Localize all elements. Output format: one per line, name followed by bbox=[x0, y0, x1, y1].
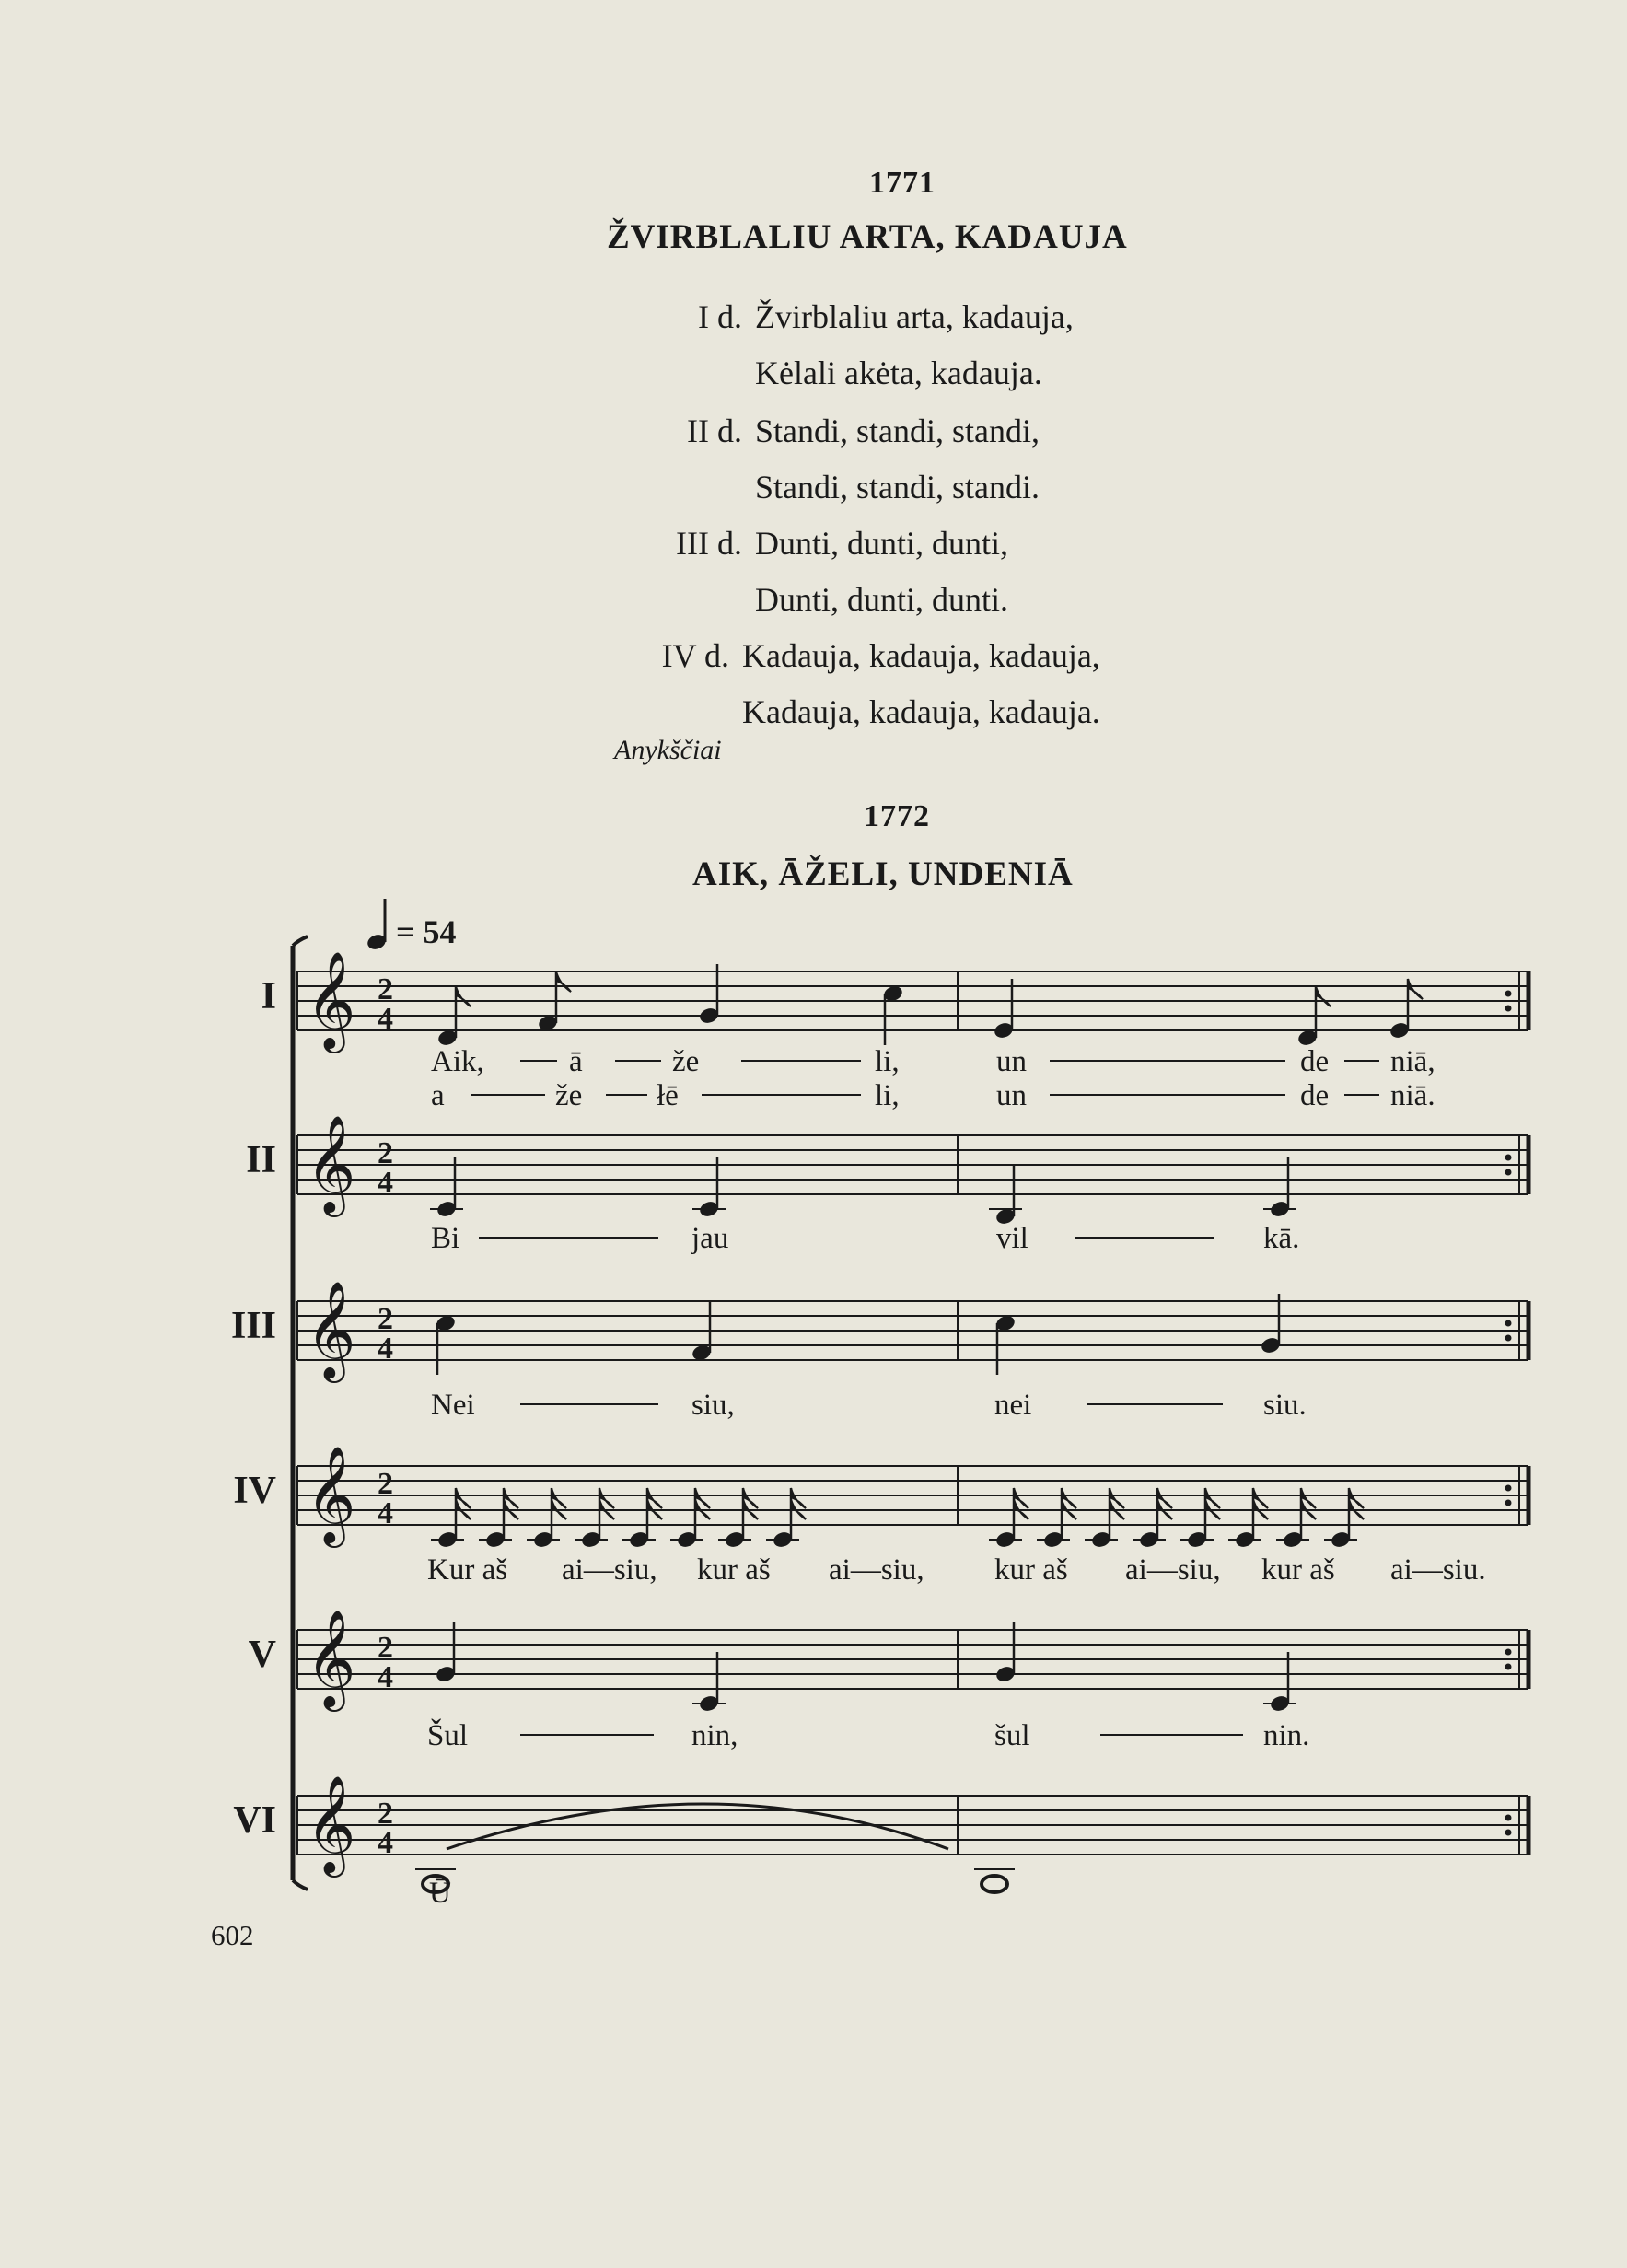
verse-line: Dunti, dunti, dunti. bbox=[755, 581, 1009, 618]
repeat-dot bbox=[1505, 1335, 1512, 1342]
time-signature-top: 2 bbox=[378, 1302, 393, 1336]
time-signature-top: 2 bbox=[378, 1136, 393, 1170]
repeat-dot bbox=[1505, 1006, 1512, 1012]
verse-line: Kėlali akėta, kadauja. bbox=[755, 355, 1042, 391]
repeat-dot bbox=[1505, 1320, 1512, 1327]
note-flag bbox=[556, 971, 571, 992]
repeat-dot bbox=[1505, 1169, 1512, 1176]
voice-label: II bbox=[246, 1139, 276, 1181]
time-signature-top: 2 bbox=[378, 1797, 393, 1831]
lyric-syllable: Šul bbox=[427, 1719, 469, 1752]
note-flag bbox=[456, 986, 471, 1006]
lyric-syllable: łē bbox=[657, 1079, 679, 1112]
verse-line: Kadauja, kadauja, kadauja, bbox=[742, 637, 1100, 674]
lyric-syllable: niā. bbox=[1390, 1079, 1435, 1112]
treble-clef-icon: 𝄞 bbox=[306, 1611, 356, 1705]
lyric-syllable: nin, bbox=[691, 1719, 738, 1752]
song-number: 1772 bbox=[864, 799, 930, 833]
lyric-syllable: kā. bbox=[1263, 1222, 1300, 1255]
lyric-syllable: a bbox=[431, 1079, 445, 1112]
lyric-syllable: Kur aš bbox=[427, 1553, 508, 1587]
repeat-dot bbox=[1505, 991, 1512, 997]
time-signature-bottom: 4 bbox=[378, 1660, 393, 1694]
verse-line: Kadauja, kadauja, kadauja. bbox=[742, 693, 1100, 730]
time-signature-bottom: 4 bbox=[378, 1496, 393, 1530]
staff-voice-3 bbox=[231, 1282, 1528, 1422]
lyric-syllable: Bi bbox=[431, 1222, 460, 1255]
verse-line: Standi, standi, standi. bbox=[755, 469, 1040, 506]
time-signature-top: 2 bbox=[378, 1467, 393, 1501]
time-signature-bottom: 4 bbox=[378, 1166, 393, 1200]
repeat-dot bbox=[1505, 1649, 1512, 1656]
lyric-syllable: Ū bbox=[429, 1877, 451, 1910]
time-signature-bottom: 4 bbox=[378, 1002, 393, 1036]
time-signature-bottom: 4 bbox=[378, 1332, 393, 1366]
time-signature-bottom: 4 bbox=[378, 1826, 393, 1860]
repeat-dot bbox=[1505, 1155, 1512, 1161]
lyric-syllable: jau bbox=[691, 1222, 729, 1255]
voice-label: V bbox=[248, 1634, 276, 1676]
song-number: 1771 bbox=[869, 166, 936, 200]
lyric-syllable: kur aš bbox=[697, 1553, 771, 1587]
lyric-syllable: un bbox=[996, 1079, 1027, 1112]
lyric-syllable: siu, bbox=[691, 1389, 735, 1422]
treble-clef-icon: 𝄞 bbox=[306, 1777, 356, 1871]
staff-voice-4 bbox=[233, 1447, 1528, 1587]
verse-label: IV d. bbox=[661, 637, 729, 674]
verse-label: II d. bbox=[687, 413, 742, 449]
lyric-syllable: vil bbox=[996, 1222, 1028, 1255]
song-title: ŽVIRBLALIU ARTA, KADAUJA bbox=[607, 218, 1128, 256]
lyric-syllable: kur aš bbox=[1261, 1553, 1335, 1587]
repeat-dot bbox=[1505, 1830, 1512, 1836]
lyric-syllable: nei bbox=[994, 1389, 1032, 1422]
verse-label: III d. bbox=[676, 525, 742, 562]
lyric-syllable: že bbox=[672, 1045, 700, 1078]
staff-voice-6 bbox=[233, 1776, 1528, 1910]
lyric-syllable: ai—siu. bbox=[1390, 1553, 1486, 1587]
staff-voice-1 bbox=[261, 952, 1528, 1112]
time-signature-top: 2 bbox=[378, 972, 393, 1006]
lyric-syllable: ai—siu, bbox=[829, 1553, 924, 1587]
note-flag bbox=[1316, 986, 1331, 1006]
lyric-syllable: kur aš bbox=[994, 1553, 1068, 1587]
time-signature-top: 2 bbox=[378, 1631, 393, 1665]
lyric-syllable: un bbox=[996, 1045, 1027, 1078]
repeat-dot bbox=[1505, 1815, 1512, 1821]
lyric-syllable: de bbox=[1300, 1079, 1330, 1112]
lyric-syllable: ai—siu, bbox=[562, 1553, 657, 1587]
repeat-dot bbox=[1505, 1500, 1512, 1506]
lyric-syllable: že bbox=[555, 1079, 583, 1112]
staff-voice-2 bbox=[246, 1116, 1528, 1255]
voice-label: IV bbox=[233, 1470, 276, 1512]
voice-label: VI bbox=[233, 1799, 276, 1842]
voice-label: I bbox=[261, 975, 276, 1018]
lyric-syllable: de bbox=[1300, 1045, 1330, 1078]
page-number: 602 bbox=[211, 1919, 254, 1951]
lyric-syllable: nin. bbox=[1263, 1719, 1310, 1752]
place-of-origin: Anykščiai bbox=[614, 735, 722, 765]
lyric-syllable: ai—siu, bbox=[1125, 1553, 1221, 1587]
treble-clef-icon: 𝄞 bbox=[306, 953, 356, 1047]
song-title: AIK, ĀŽELI, UNDENIĀ bbox=[692, 855, 1074, 893]
verse-line: Standi, standi, standi, bbox=[755, 413, 1040, 449]
note-flag bbox=[1408, 979, 1423, 999]
tempo-marking bbox=[366, 899, 456, 951]
staff-voice-5 bbox=[249, 1611, 1528, 1752]
lyric-syllable: Aik, bbox=[431, 1045, 484, 1078]
lyric-syllable: li, bbox=[875, 1079, 900, 1112]
lyric-syllable: ā bbox=[569, 1045, 583, 1078]
system-bracket bbox=[293, 936, 308, 1890]
lyric-syllable: Nei bbox=[431, 1389, 475, 1422]
verse-line: Dunti, dunti, dunti, bbox=[755, 525, 1009, 562]
verse-label: I d. bbox=[698, 298, 742, 335]
treble-clef-icon: 𝄞 bbox=[306, 1283, 356, 1377]
voice-label: III bbox=[230, 1305, 276, 1347]
tempo-value: = 54 bbox=[396, 913, 457, 950]
treble-clef-icon: 𝄞 bbox=[306, 1448, 356, 1541]
lyric-syllable: li, bbox=[875, 1045, 900, 1078]
treble-clef-icon: 𝄞 bbox=[306, 1117, 356, 1211]
bracket-hook bbox=[293, 1880, 308, 1890]
verse-line: Žvirblaliu arta, kadauja, bbox=[755, 298, 1074, 335]
lyric-syllable: niā, bbox=[1390, 1045, 1435, 1078]
lyric-syllable: siu. bbox=[1263, 1389, 1307, 1422]
bracket-hook bbox=[293, 936, 308, 946]
repeat-dot bbox=[1505, 1485, 1512, 1492]
whole-note bbox=[982, 1876, 1007, 1892]
repeat-dot bbox=[1505, 1664, 1512, 1670]
lyric-syllable: šul bbox=[994, 1719, 1030, 1752]
